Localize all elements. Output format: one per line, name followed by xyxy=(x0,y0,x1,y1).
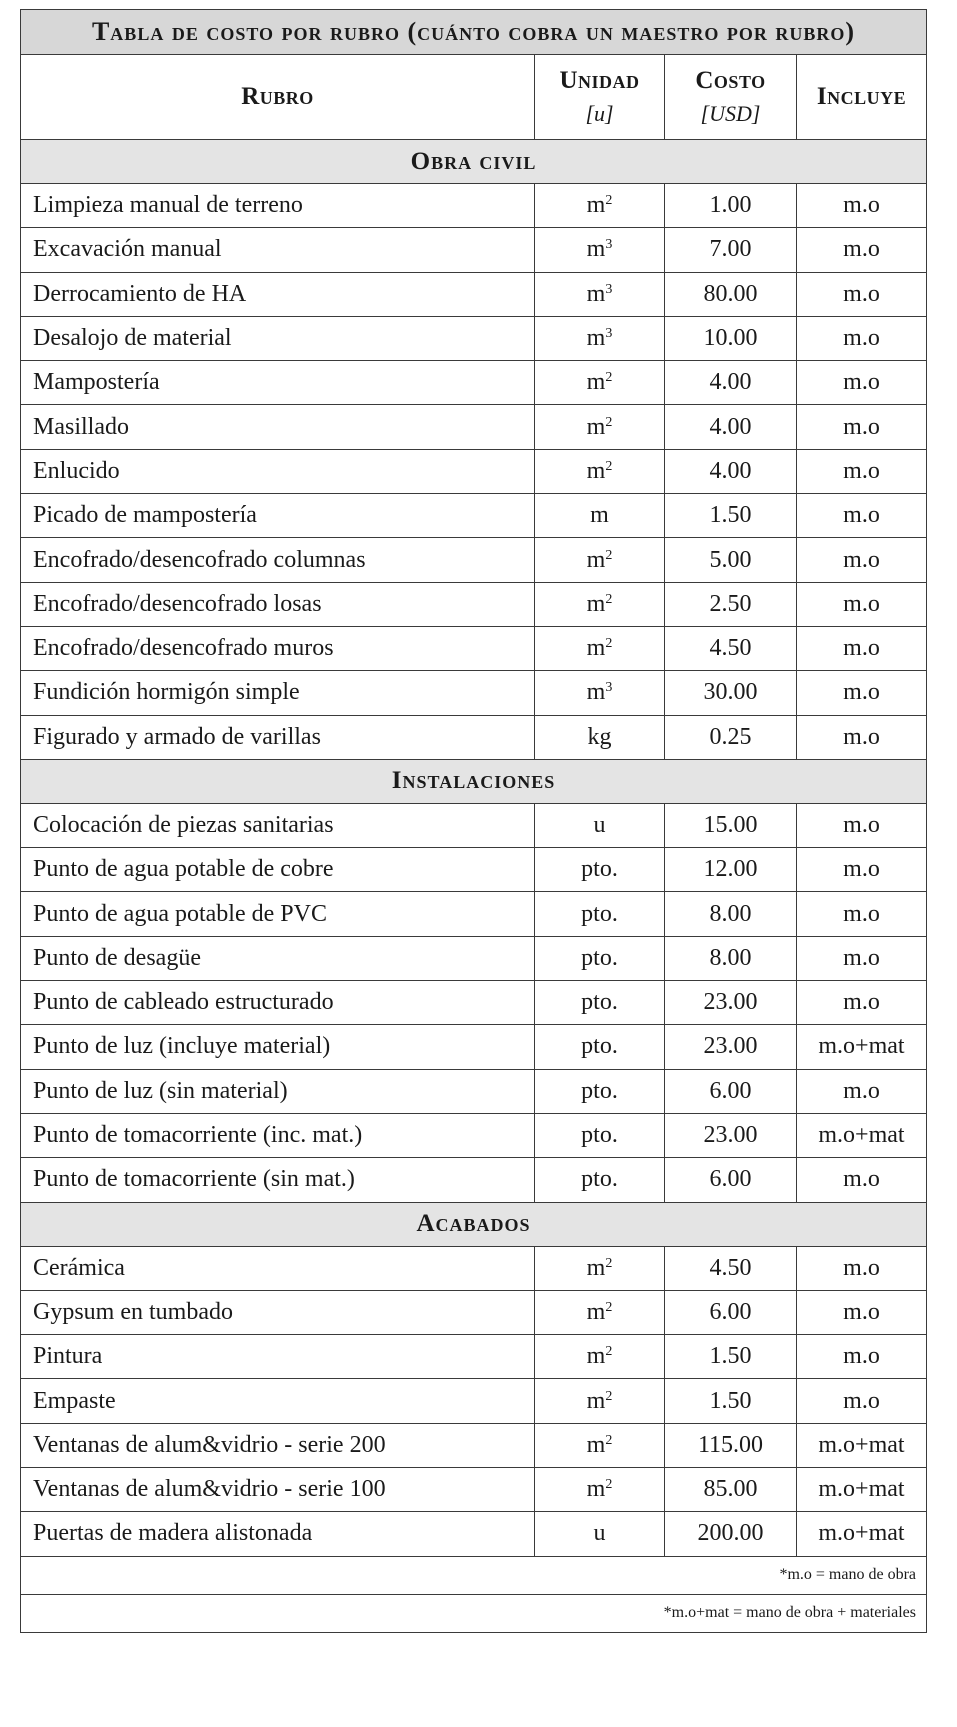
cell-costo: 4.00 xyxy=(665,449,797,493)
unit-base: m xyxy=(586,236,606,263)
unit-base: m xyxy=(586,280,606,307)
cell-unidad xyxy=(535,228,665,272)
cell-rubro: Punto de cableado estructurado xyxy=(21,981,535,1025)
cell-incluye: m.o+mat xyxy=(797,1468,927,1512)
table-row xyxy=(21,848,927,892)
cell-rubro: Punto de luz (incluye material) xyxy=(21,1025,535,1069)
unit-base: u xyxy=(593,812,606,838)
unit-exponent: 2 xyxy=(605,1344,613,1360)
table-row xyxy=(21,626,927,670)
cell-unidad xyxy=(535,1113,665,1157)
cell-rubro: Limpieza manual de terreno xyxy=(21,184,535,228)
cell-costo: 4.50 xyxy=(665,626,797,670)
unit-base: pto. xyxy=(581,856,618,883)
unit-base: m xyxy=(586,413,606,440)
cell-incluye: m.o xyxy=(797,316,927,360)
section-title: Obra civil xyxy=(21,140,927,184)
cell-incluye: m.o xyxy=(797,1069,927,1113)
header-unidad: Unidad [u] xyxy=(535,55,665,140)
table-row xyxy=(21,405,927,449)
unit-base: m xyxy=(586,1387,606,1414)
cell-incluye: m.o xyxy=(797,449,927,493)
cost-table-sheet xyxy=(20,9,926,1633)
cell-unidad xyxy=(535,538,665,582)
cell-costo: 23.00 xyxy=(665,1113,797,1157)
cell-rubro: Punto de tomacorriente (inc. mat.) xyxy=(21,1113,535,1157)
header-unidad-unit: [u] xyxy=(585,101,614,126)
cell-costo: 6.00 xyxy=(665,1069,797,1113)
table-row xyxy=(21,1379,927,1423)
cell-unidad xyxy=(535,582,665,626)
footnote-mo-mat: *m.o+mat = mano de obra + materiales xyxy=(21,1594,927,1632)
cell-unidad xyxy=(535,1158,665,1202)
cell-costo: 4.00 xyxy=(665,405,797,449)
section-row xyxy=(21,1202,927,1246)
footnote-row xyxy=(21,1556,927,1594)
table-row xyxy=(21,1025,927,1069)
unit-exponent: 2 xyxy=(605,414,613,430)
table-row xyxy=(21,582,927,626)
cell-costo: 8.00 xyxy=(665,892,797,936)
unit-exponent: 3 xyxy=(605,237,613,253)
cell-incluye: m.o xyxy=(797,1158,927,1202)
section-title: Instalaciones xyxy=(21,759,927,803)
table-row xyxy=(21,184,927,228)
unit-exponent: 2 xyxy=(605,1477,613,1493)
cell-rubro: Punto de desagüe xyxy=(21,936,535,980)
cell-unidad xyxy=(535,1423,665,1467)
header-incluye: Incluye xyxy=(797,55,927,140)
cell-costo: 4.50 xyxy=(665,1246,797,1290)
header-rubro: Rubro xyxy=(21,55,535,140)
cell-rubro: Desalojo de material xyxy=(21,316,535,360)
cell-costo: 23.00 xyxy=(665,981,797,1025)
cell-incluye: m.o xyxy=(797,1379,927,1423)
cell-unidad xyxy=(535,1335,665,1379)
unit-base: m xyxy=(586,457,606,484)
unit-exponent: 2 xyxy=(605,193,613,209)
cell-unidad xyxy=(535,848,665,892)
unit-base: m xyxy=(586,192,606,219)
unit-exponent: 2 xyxy=(605,636,613,652)
cell-costo: 7.00 xyxy=(665,228,797,272)
unit-base: m xyxy=(586,1254,606,1281)
cell-incluye: m.o xyxy=(797,715,927,759)
cell-incluye: m.o xyxy=(797,272,927,316)
cell-incluye: m.o+mat xyxy=(797,1025,927,1069)
unit-base: m xyxy=(586,369,606,396)
cell-incluye: m.o xyxy=(797,671,927,715)
table-row xyxy=(21,361,927,405)
unit-base: pto. xyxy=(581,989,618,1016)
unit-base: pto. xyxy=(581,944,618,971)
cell-rubro: Encofrado/desencofrado muros xyxy=(21,626,535,670)
cell-costo: 4.00 xyxy=(665,361,797,405)
table-row xyxy=(21,1335,927,1379)
cell-unidad xyxy=(535,1290,665,1334)
cell-incluye: m.o xyxy=(797,1290,927,1334)
unit-exponent: 2 xyxy=(605,1432,613,1448)
cell-costo: 1.50 xyxy=(665,494,797,538)
cell-unidad xyxy=(535,981,665,1025)
cell-unidad xyxy=(535,316,665,360)
cell-costo: 30.00 xyxy=(665,671,797,715)
table-row xyxy=(21,892,927,936)
cell-incluye: m.o xyxy=(797,184,927,228)
unit-base: kg xyxy=(587,723,612,750)
cell-unidad xyxy=(535,272,665,316)
cell-costo: 12.00 xyxy=(665,848,797,892)
unit-exponent: 3 xyxy=(605,680,613,696)
cell-rubro: Enlucido xyxy=(21,449,535,493)
cell-incluye: m.o xyxy=(797,405,927,449)
table-row xyxy=(21,1468,927,1512)
unit-base: pto. xyxy=(581,1077,618,1104)
cell-unidad xyxy=(535,626,665,670)
unit-exponent: 2 xyxy=(605,1388,613,1404)
cell-unidad xyxy=(535,405,665,449)
cell-rubro: Empaste xyxy=(21,1379,535,1423)
cell-costo: 80.00 xyxy=(665,272,797,316)
table-row xyxy=(21,316,927,360)
cell-incluye: m.o xyxy=(797,538,927,582)
cell-unidad xyxy=(535,184,665,228)
cell-rubro: Ventanas de alum&vidrio - serie 100 xyxy=(21,1468,535,1512)
table-row xyxy=(21,936,927,980)
table-title-row xyxy=(21,10,927,55)
unit-exponent: 2 xyxy=(605,547,613,563)
cell-incluye: m.o xyxy=(797,1246,927,1290)
unit-exponent: 2 xyxy=(605,1299,613,1315)
cell-costo: 6.00 xyxy=(665,1158,797,1202)
unit-base: m xyxy=(586,590,606,617)
cell-costo: 2.50 xyxy=(665,582,797,626)
cell-rubro: Gypsum en tumbado xyxy=(21,1290,535,1334)
table-row xyxy=(21,1069,927,1113)
cell-unidad xyxy=(535,803,665,847)
unit-base: pto. xyxy=(581,1166,618,1193)
cell-costo: 15.00 xyxy=(665,803,797,847)
table-row xyxy=(21,715,927,759)
unit-base: m xyxy=(586,1476,606,1503)
cell-unidad xyxy=(535,1246,665,1290)
section-row xyxy=(21,759,927,803)
cell-unidad xyxy=(535,671,665,715)
unit-exponent: 2 xyxy=(605,458,613,474)
table-row xyxy=(21,228,927,272)
table-row xyxy=(21,1158,927,1202)
cell-rubro: Ventanas de alum&vidrio - serie 200 xyxy=(21,1423,535,1467)
footnote-mo: *m.o = mano de obra xyxy=(21,1556,927,1594)
table-title: Tabla de costo por rubro (cuánto cobra un maestro por rubro) xyxy=(21,10,927,55)
cell-unidad xyxy=(535,936,665,980)
cell-rubro: Encofrado/desencofrado columnas xyxy=(21,538,535,582)
unit-exponent: 2 xyxy=(605,591,613,607)
cell-rubro: Puertas de madera alistonada xyxy=(21,1512,535,1556)
unit-base: m xyxy=(586,325,606,352)
cell-costo: 1.00 xyxy=(665,184,797,228)
cell-costo: 23.00 xyxy=(665,1025,797,1069)
cell-costo: 85.00 xyxy=(665,1468,797,1512)
footnote-row xyxy=(21,1594,927,1632)
table-row xyxy=(21,1512,927,1556)
cell-costo: 6.00 xyxy=(665,1290,797,1334)
cell-rubro: Mampostería xyxy=(21,361,535,405)
cell-costo: 1.50 xyxy=(665,1379,797,1423)
unit-base: m xyxy=(586,679,606,706)
cell-costo: 5.00 xyxy=(665,538,797,582)
unit-base: pto. xyxy=(581,900,618,927)
cell-unidad xyxy=(535,449,665,493)
cell-unidad xyxy=(535,494,665,538)
unit-base: m xyxy=(586,1431,606,1458)
unit-base: pto. xyxy=(581,1122,618,1149)
cell-incluye: m.o xyxy=(797,803,927,847)
cell-incluye: m.o+mat xyxy=(797,1423,927,1467)
cell-incluye: m.o xyxy=(797,582,927,626)
section-title: Acabados xyxy=(21,1202,927,1246)
cell-incluye: m.o xyxy=(797,361,927,405)
cell-unidad xyxy=(535,1379,665,1423)
cell-costo: 1.50 xyxy=(665,1335,797,1379)
header-costo-unit: [USD] xyxy=(700,101,761,126)
cell-incluye: m.o xyxy=(797,1335,927,1379)
cell-rubro: Derrocamiento de HA xyxy=(21,272,535,316)
table-row xyxy=(21,494,927,538)
unit-base: u xyxy=(593,1520,606,1547)
cell-unidad xyxy=(535,715,665,759)
unit-exponent: 3 xyxy=(605,281,613,297)
table-row xyxy=(21,272,927,316)
cell-unidad xyxy=(535,1025,665,1069)
cell-incluye: m.o xyxy=(797,626,927,670)
cell-rubro: Masillado xyxy=(21,405,535,449)
table-row xyxy=(21,1290,927,1334)
cell-costo: 8.00 xyxy=(665,936,797,980)
cell-rubro: Pintura xyxy=(21,1335,535,1379)
table-row xyxy=(21,449,927,493)
cell-incluye: m.o xyxy=(797,848,927,892)
cell-incluye: m.o xyxy=(797,228,927,272)
cell-rubro: Punto de luz (sin material) xyxy=(21,1069,535,1113)
cell-unidad xyxy=(535,892,665,936)
unit-base: m xyxy=(586,546,606,573)
cell-incluye: m.o xyxy=(797,892,927,936)
cell-rubro: Punto de tomacorriente (sin mat.) xyxy=(21,1158,535,1202)
table-body xyxy=(21,140,927,1557)
cell-unidad xyxy=(535,1468,665,1512)
cell-incluye: m.o xyxy=(797,494,927,538)
unit-base: pto. xyxy=(581,1033,618,1060)
cell-unidad xyxy=(535,361,665,405)
cell-costo: 115.00 xyxy=(665,1423,797,1467)
cell-costo: 0.25 xyxy=(665,715,797,759)
table-row xyxy=(21,1113,927,1157)
table-row xyxy=(21,1246,927,1290)
unit-base: m xyxy=(586,635,606,662)
cell-rubro: Encofrado/desencofrado losas xyxy=(21,582,535,626)
header-row xyxy=(21,55,927,140)
table-row xyxy=(21,981,927,1025)
table-row xyxy=(21,1423,927,1467)
cell-rubro: Punto de agua potable de cobre xyxy=(21,848,535,892)
unit-base: m xyxy=(586,1298,606,1325)
unit-exponent: 2 xyxy=(605,370,613,386)
table-row xyxy=(21,538,927,582)
cell-costo: 200.00 xyxy=(665,1512,797,1556)
unit-exponent: 3 xyxy=(605,326,613,342)
cell-rubro: Figurado y armado de varillas xyxy=(21,715,535,759)
cell-costo: 10.00 xyxy=(665,316,797,360)
cell-rubro: Picado de mampostería xyxy=(21,494,535,538)
cell-incluye: m.o+mat xyxy=(797,1512,927,1556)
unit-base: m xyxy=(586,1343,606,1370)
cost-table xyxy=(20,9,927,1633)
table-row xyxy=(21,671,927,715)
cell-unidad xyxy=(535,1512,665,1556)
unit-exponent: 2 xyxy=(605,1255,613,1271)
header-costo: Costo [USD] xyxy=(665,55,797,140)
cell-rubro: Fundición hormigón simple xyxy=(21,671,535,715)
cell-unidad xyxy=(535,1069,665,1113)
cell-incluye: m.o xyxy=(797,936,927,980)
cell-incluye: m.o+mat xyxy=(797,1113,927,1157)
cell-rubro: Cerámica xyxy=(21,1246,535,1290)
cell-rubro: Punto de agua potable de PVC xyxy=(21,892,535,936)
cell-rubro: Excavación manual xyxy=(21,228,535,272)
section-row xyxy=(21,140,927,184)
cell-rubro: Colocación de piezas sanitarias xyxy=(21,803,535,847)
table-row xyxy=(21,803,927,847)
cell-incluye: m.o xyxy=(797,981,927,1025)
unit-base: m xyxy=(590,502,609,529)
